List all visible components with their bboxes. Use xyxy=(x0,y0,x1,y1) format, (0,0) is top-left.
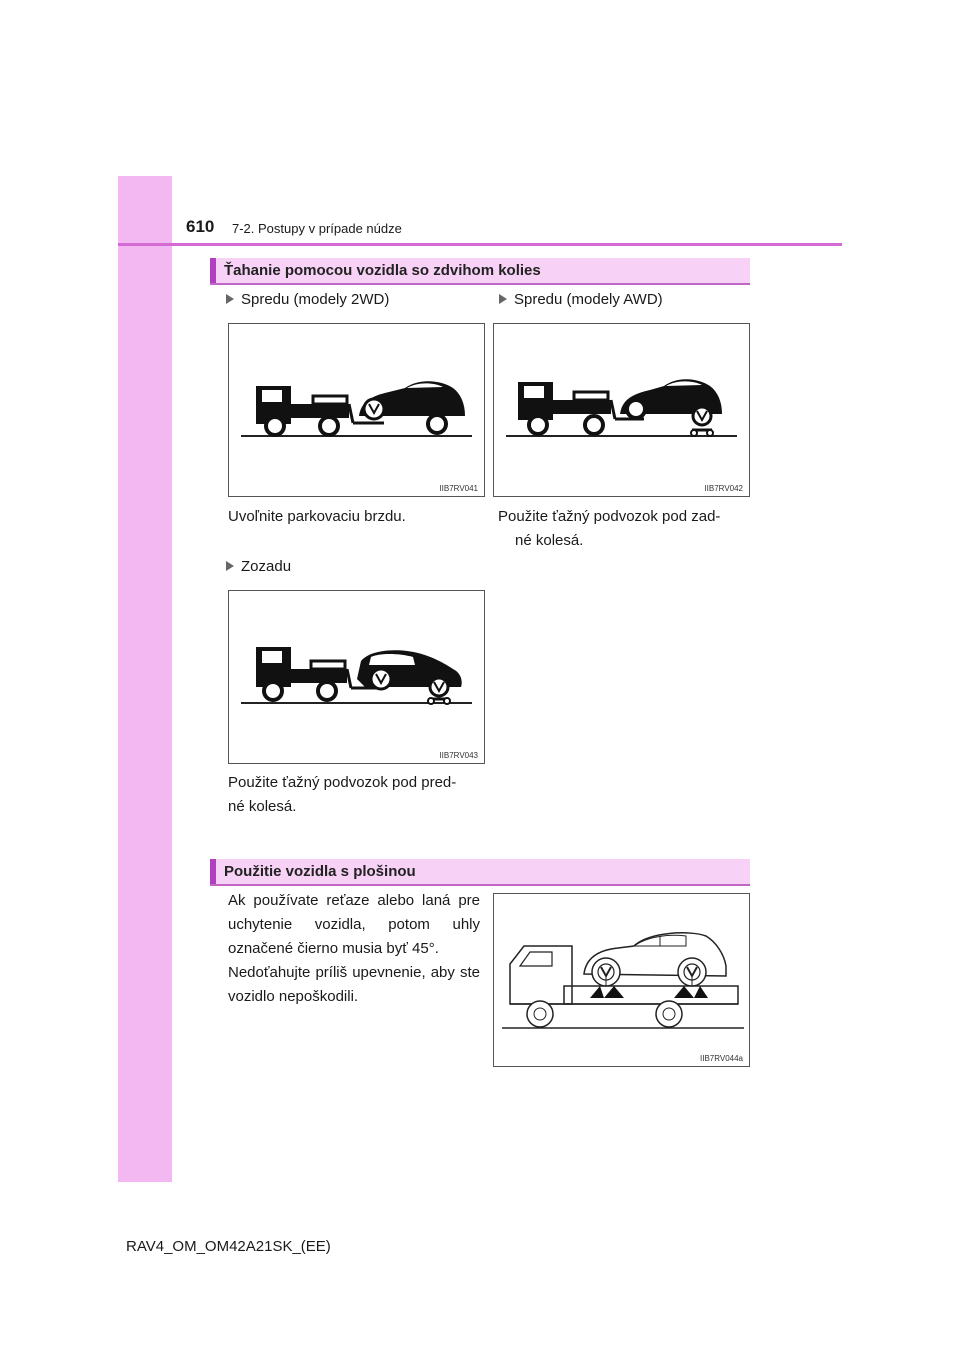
chapter-sidebar xyxy=(118,176,172,1182)
tow-truck-front-2wd-illustration xyxy=(229,324,484,496)
bullet-front-2wd xyxy=(226,291,389,308)
triangle-bullet-icon xyxy=(226,294,234,304)
figure-code: IIB7RV041 xyxy=(439,484,478,493)
section-title: Použitie vozidla s plošinou xyxy=(224,863,416,880)
tow-truck-front-awd-illustration xyxy=(494,324,749,496)
figure-front-2wd xyxy=(228,323,485,497)
footer-doc-code: RAV4_OM_OM42A21SK_(EE) xyxy=(126,1238,331,1255)
figure-front-awd xyxy=(493,323,750,497)
chapter-title: 7-2. Postupy v prípade núdze xyxy=(232,221,402,236)
header-divider xyxy=(118,243,842,246)
flatbed-paragraph-2: Nedoťahujte príliš upevnenie, aby ste vozidlo nepoškodili. xyxy=(228,964,480,1005)
triangle-bullet-icon xyxy=(499,294,507,304)
section-heading-flatbed xyxy=(210,859,750,886)
figure-code: IIB7RV042 xyxy=(704,484,743,493)
section-accent xyxy=(210,859,216,884)
section-title: Ťahanie pomocou vozidla so zdvihom kolies xyxy=(224,262,541,279)
flatbed-truck-illustration xyxy=(494,894,749,1066)
triangle-bullet-icon xyxy=(226,561,234,571)
caption-front-awd-line1: Použite ťažný podvozok pod zad- xyxy=(498,508,721,525)
bullet-rear xyxy=(226,558,291,575)
figure-code: IIB7RV043 xyxy=(439,751,478,760)
caption-front-2wd: Uvoľnite parkovaciu brzdu. xyxy=(228,508,406,525)
page-number: 610 xyxy=(186,217,215,236)
caption-front-awd-line2: né kolesá. xyxy=(515,532,584,549)
flatbed-paragraph-1: Ak používate reťaze alebo laná pre uchytenie vozidla, potom uhly označené čierno musia byť 45°. xyxy=(228,892,480,957)
section-heading-wheel-lift xyxy=(210,258,750,285)
figure-rear xyxy=(228,590,485,764)
figure-flatbed xyxy=(493,893,750,1067)
caption-rear-line1: Použite ťažný podvozok pod pred- xyxy=(228,774,457,791)
section-accent xyxy=(210,258,216,283)
bullet-label: Spredu (modely 2WD) xyxy=(241,291,390,308)
caption-rear-line2: né kolesá. xyxy=(228,798,297,815)
bullet-label: Zozadu xyxy=(241,558,292,575)
bullet-front-awd xyxy=(499,291,663,308)
bullet-label: Spredu (modely AWD) xyxy=(514,291,663,308)
tow-truck-rear-illustration xyxy=(229,591,484,763)
figure-code: IIB7RV044a xyxy=(700,1054,743,1063)
